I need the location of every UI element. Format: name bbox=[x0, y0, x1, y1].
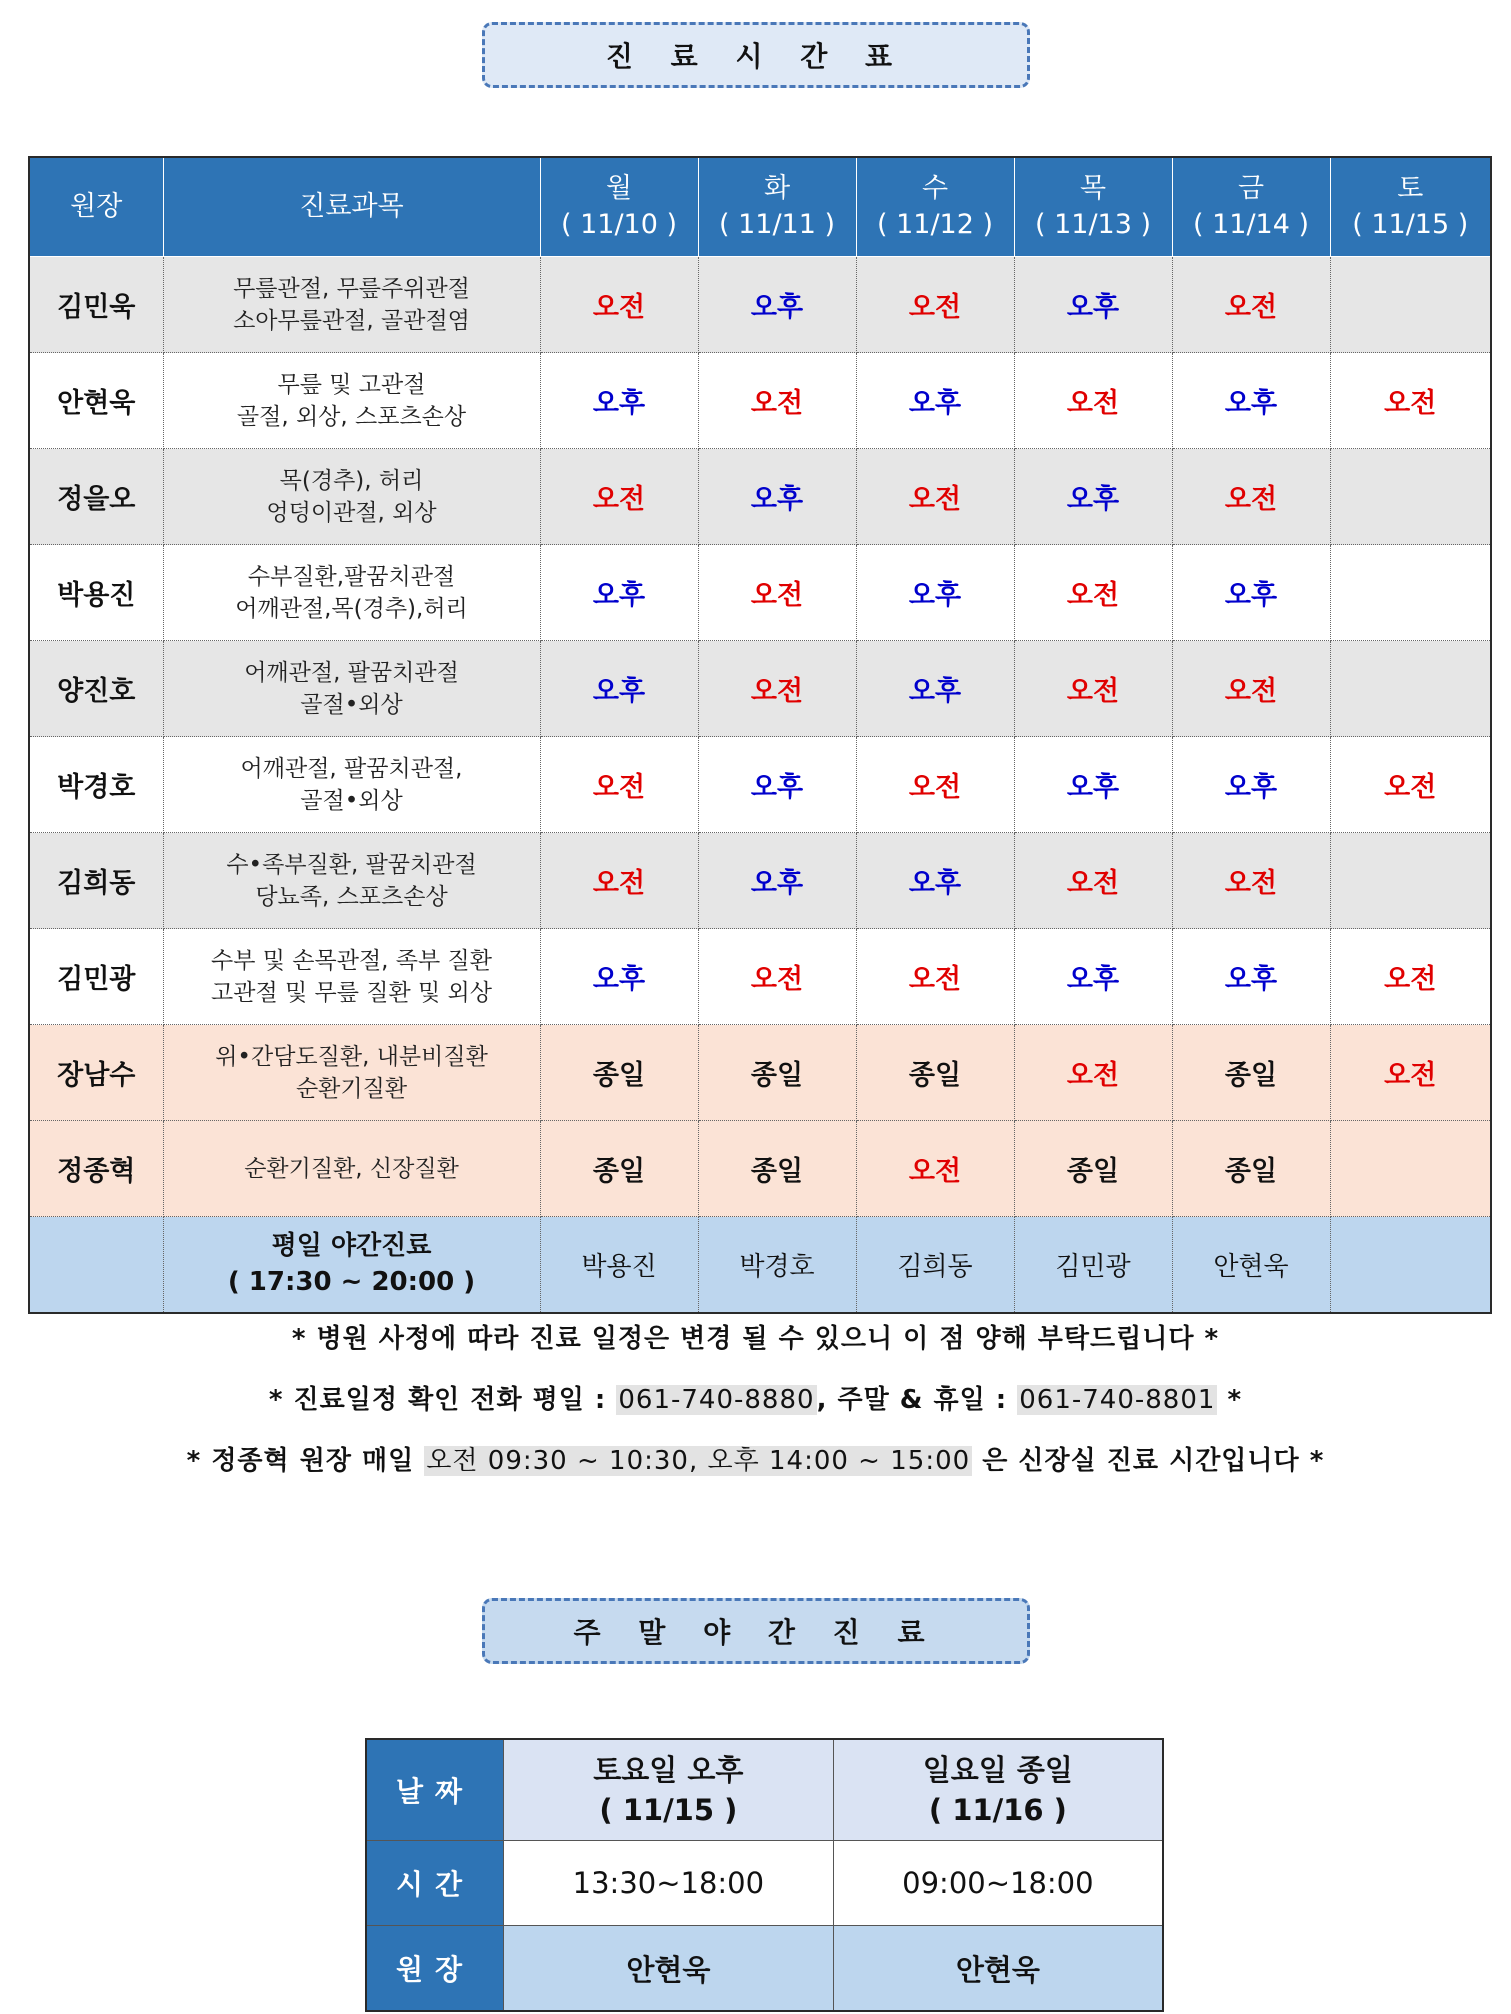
schedule-row bbox=[29, 1121, 1491, 1217]
night-doctor: 박용진 bbox=[540, 1217, 698, 1313]
slot-cell: 오전 bbox=[540, 833, 698, 929]
doctor-name: 양진호 bbox=[29, 641, 163, 737]
slot-cell: 오전 bbox=[856, 737, 1014, 833]
slot-cell: 오후 bbox=[1172, 737, 1330, 833]
weekend-time-cell: 09:00~18:00 bbox=[833, 1841, 1163, 1926]
header-subject: 진료과목 bbox=[163, 157, 540, 257]
subject-cell bbox=[163, 545, 540, 641]
slot-cell: 오전 bbox=[856, 257, 1014, 353]
subject-cell bbox=[163, 737, 540, 833]
weekend-date-cell bbox=[833, 1739, 1163, 1841]
subject-cell bbox=[163, 353, 540, 449]
header-day-name: 토 bbox=[1397, 173, 1424, 204]
weekend-time-row bbox=[366, 1841, 1163, 1926]
slot-cell bbox=[1330, 545, 1491, 641]
header-day bbox=[1014, 157, 1172, 257]
subject-line: 고관절 및 무릎 질환 및 외상 bbox=[211, 979, 492, 1006]
slot-cell: 오후 bbox=[1172, 353, 1330, 449]
doctor-name: 정종혁 bbox=[29, 1121, 163, 1217]
notice-weekend-label: , 주말 & 휴일 : bbox=[816, 1385, 1018, 1415]
slot-cell: 오후 bbox=[540, 353, 698, 449]
night-doctor: 박경호 bbox=[698, 1217, 856, 1313]
subject-line: 순환기질환 bbox=[295, 1075, 408, 1102]
slot-cell: 오후 bbox=[1172, 929, 1330, 1025]
header-day-name: 목 bbox=[1079, 173, 1107, 204]
slot-cell: 오후 bbox=[540, 545, 698, 641]
header-day-name: 화 bbox=[763, 173, 791, 204]
slot-cell: 오후 bbox=[856, 545, 1014, 641]
doctor-name: 김민광 bbox=[29, 929, 163, 1025]
night-doctor: 김민광 bbox=[1014, 1217, 1172, 1313]
slot-cell: 오전 bbox=[1014, 353, 1172, 449]
subject-cell bbox=[163, 641, 540, 737]
weekend-date: ( 11/16 ) bbox=[928, 1793, 1067, 1827]
slot-cell: 종일 bbox=[540, 1025, 698, 1121]
header-day bbox=[1330, 157, 1491, 257]
slot-cell: 오전 bbox=[1172, 641, 1330, 737]
dialysis-hours: 오전 09:30 ~ 10:30, 오후 14:00 ~ 15:00 bbox=[426, 1446, 971, 1476]
header-day-date: ( 11/12 ) bbox=[876, 209, 994, 240]
slot-cell: 오전 bbox=[1014, 641, 1172, 737]
slot-cell: 오전 bbox=[698, 641, 856, 737]
weekday-phone: 061-740-8880 bbox=[618, 1385, 815, 1415]
night-doctor: 안현욱 bbox=[1172, 1217, 1330, 1313]
slot-cell: 오후 bbox=[1014, 737, 1172, 833]
weekend-doctor-cell: 안현욱 bbox=[504, 1926, 834, 2012]
slot-cell: 종일 bbox=[540, 1121, 698, 1217]
schedule-row bbox=[29, 449, 1491, 545]
doctor-name: 박용진 bbox=[29, 545, 163, 641]
subject-line: 어깨관절, 팔꿈치관절, bbox=[240, 755, 463, 782]
subject-line: 어깨관절, 팔꿈치관절 bbox=[244, 659, 459, 686]
schedule-row bbox=[29, 353, 1491, 449]
header-day-name: 월 bbox=[605, 173, 633, 204]
schedule-table bbox=[28, 156, 1492, 1314]
slot-cell: 오후 bbox=[698, 449, 856, 545]
night-clinic-row bbox=[29, 1217, 1491, 1313]
slot-cell: 오후 bbox=[698, 737, 856, 833]
schedule-row bbox=[29, 737, 1491, 833]
doctor-name: 김희동 bbox=[29, 833, 163, 929]
slot-cell: 오전 bbox=[698, 545, 856, 641]
weekend-title bbox=[482, 1598, 1030, 1664]
header-doctor: 원장 bbox=[29, 157, 163, 257]
subject-line: 골절•외상 bbox=[300, 691, 403, 718]
slot-cell: 종일 bbox=[1014, 1121, 1172, 1217]
slot-cell: 오전 bbox=[1014, 545, 1172, 641]
weekend-label-doctor: 원장 bbox=[366, 1926, 504, 2012]
slot-cell: 오후 bbox=[856, 641, 1014, 737]
weekend-date-cell bbox=[504, 1739, 834, 1841]
weekend-label-date: 날짜 bbox=[366, 1739, 504, 1841]
header-day-name: 금 bbox=[1237, 173, 1265, 204]
subject-line: 순환기질환, 신장질환 bbox=[244, 1155, 459, 1182]
slot-cell: 오전 bbox=[540, 449, 698, 545]
schedule-row bbox=[29, 545, 1491, 641]
subject-cell bbox=[163, 449, 540, 545]
night-clinic-label bbox=[163, 1217, 540, 1313]
night-label-line: ( 17:30 ~ 20:00 ) bbox=[227, 1267, 476, 1298]
subject-cell bbox=[163, 833, 540, 929]
notice-suffix: * bbox=[1217, 1385, 1243, 1415]
weekend-day: 토요일 오후 bbox=[593, 1753, 744, 1787]
header-day bbox=[856, 157, 1014, 257]
subject-line: 수부질환,팔꿈치관절 bbox=[247, 563, 456, 590]
slot-cell: 오전 bbox=[698, 929, 856, 1025]
slot-cell: 오후 bbox=[856, 833, 1014, 929]
schedule-row bbox=[29, 929, 1491, 1025]
slot-cell: 오후 bbox=[540, 641, 698, 737]
doctor-name: 장남수 bbox=[29, 1025, 163, 1121]
slot-cell: 오후 bbox=[1014, 257, 1172, 353]
slot-cell: 오후 bbox=[1172, 545, 1330, 641]
header-day bbox=[540, 157, 698, 257]
slot-cell: 종일 bbox=[698, 1121, 856, 1217]
subject-line: 당뇨족, 스포츠손상 bbox=[255, 883, 448, 910]
slot-cell: 종일 bbox=[698, 1025, 856, 1121]
schedule-row bbox=[29, 833, 1491, 929]
slot-cell: 오후 bbox=[1014, 929, 1172, 1025]
slot-cell: 오전 bbox=[1172, 833, 1330, 929]
subject-line: 위•간담도질환, 내분비질환 bbox=[215, 1043, 488, 1070]
subject-line: 소아무릎관절, 골관절염 bbox=[233, 307, 470, 334]
header-day-date: ( 11/11 ) bbox=[718, 209, 836, 240]
night-empty-cell bbox=[29, 1217, 163, 1313]
subject-line: 수•족부질환, 팔꿈치관절 bbox=[226, 851, 477, 878]
notice-doctor-label: * 정종혁 원장 매일 bbox=[186, 1446, 425, 1476]
subject-line: 골절, 외상, 스포츠손상 bbox=[236, 403, 467, 430]
slot-cell: 오전 bbox=[1330, 353, 1491, 449]
slot-cell: 종일 bbox=[1172, 1121, 1330, 1217]
slot-cell: 오후 bbox=[698, 257, 856, 353]
slot-cell: 오후 bbox=[1014, 449, 1172, 545]
slot-cell: 오전 bbox=[540, 737, 698, 833]
slot-cell: 오전 bbox=[1330, 737, 1491, 833]
subject-line: 어깨관절,목(경추),허리 bbox=[235, 595, 468, 622]
header-day-date: ( 11/15 ) bbox=[1352, 209, 1469, 240]
slot-cell: 오전 bbox=[540, 257, 698, 353]
notice-line-3 bbox=[0, 1440, 1511, 1477]
slot-cell: 오전 bbox=[1330, 1025, 1491, 1121]
subject-line: 무릎 및 고관절 bbox=[277, 371, 426, 398]
subject-cell bbox=[163, 1121, 540, 1217]
slot-cell: 오후 bbox=[540, 929, 698, 1025]
weekend-date-row bbox=[366, 1739, 1163, 1841]
subject-cell bbox=[163, 257, 540, 353]
header-day-date: ( 11/14 ) bbox=[1192, 209, 1310, 240]
doctor-name: 안현욱 bbox=[29, 353, 163, 449]
subject-line: 목(경추), 허리 bbox=[279, 467, 424, 494]
slot-cell: 오전 bbox=[856, 929, 1014, 1025]
doctor-name: 박경호 bbox=[29, 737, 163, 833]
subject-line: 무릎관절, 무릎주위관절 bbox=[233, 275, 470, 302]
subject-line: 수부 및 손목관절, 족부 질환 bbox=[211, 947, 492, 974]
slot-cell: 종일 bbox=[856, 1025, 1014, 1121]
subject-cell bbox=[163, 929, 540, 1025]
slot-cell bbox=[1330, 833, 1491, 929]
slot-cell: 오전 bbox=[1014, 833, 1172, 929]
weekend-table bbox=[365, 1738, 1164, 2012]
weekend-title-text: 주 말 야 간 진 료 bbox=[573, 1616, 939, 1649]
header-day-name: 수 bbox=[921, 173, 949, 204]
slot-cell: 오전 bbox=[856, 449, 1014, 545]
slot-cell: 오전 bbox=[1172, 449, 1330, 545]
schedule-row bbox=[29, 1025, 1491, 1121]
schedule-header-row bbox=[29, 157, 1491, 257]
header-day-date: ( 11/10 ) bbox=[560, 209, 678, 240]
slot-cell bbox=[1330, 449, 1491, 545]
slot-cell: 오후 bbox=[698, 833, 856, 929]
weekend-phone: 061-740-8801 bbox=[1019, 1385, 1216, 1415]
slot-cell: 오전 bbox=[1172, 257, 1330, 353]
header-day bbox=[698, 157, 856, 257]
notice-phone-label: * 진료일정 확인 전화 평일 : bbox=[268, 1385, 617, 1415]
slot-cell: 오전 bbox=[698, 353, 856, 449]
subject-line: 골절•외상 bbox=[300, 787, 403, 814]
weekend-day: 일요일 종일 bbox=[922, 1753, 1073, 1787]
schedule-title-text: 진 료 시 간 표 bbox=[605, 40, 907, 73]
slot-cell bbox=[1330, 1121, 1491, 1217]
night-label-line: 평일 야간진료 bbox=[271, 1231, 432, 1262]
subject-cell bbox=[163, 1025, 540, 1121]
weekend-doctor-cell: 안현욱 bbox=[833, 1926, 1163, 2012]
notice-line-2 bbox=[0, 1379, 1511, 1416]
night-doctor bbox=[1330, 1217, 1491, 1313]
schedule-row bbox=[29, 641, 1491, 737]
slot-cell: 오전 bbox=[856, 1121, 1014, 1217]
weekend-date: ( 11/15 ) bbox=[599, 1793, 738, 1827]
subject-line: 엉덩이관절, 외상 bbox=[266, 499, 437, 526]
doctor-name: 김민욱 bbox=[29, 257, 163, 353]
weekend-label-time: 시간 bbox=[366, 1841, 504, 1926]
slot-cell: 오후 bbox=[856, 353, 1014, 449]
slot-cell: 종일 bbox=[1172, 1025, 1330, 1121]
header-day-date: ( 11/13 ) bbox=[1034, 209, 1152, 240]
slot-cell bbox=[1330, 641, 1491, 737]
weekend-doctor-row bbox=[366, 1926, 1163, 2012]
schedule-title bbox=[482, 22, 1030, 88]
notice-dialysis-suffix: 은 신장실 진료 시간입니다 * bbox=[972, 1446, 1325, 1476]
slot-cell: 오전 bbox=[1014, 1025, 1172, 1121]
weekend-time-cell: 13:30~18:00 bbox=[504, 1841, 834, 1926]
slot-cell bbox=[1330, 257, 1491, 353]
slot-cell: 오전 bbox=[1330, 929, 1491, 1025]
night-doctor: 김희동 bbox=[856, 1217, 1014, 1313]
doctor-name: 정을오 bbox=[29, 449, 163, 545]
notice-line-1: * 병원 사정에 따라 진료 일정은 변경 될 수 있으니 이 점 양해 부탁드립니다 * bbox=[291, 1324, 1220, 1354]
header-day bbox=[1172, 157, 1330, 257]
schedule-row bbox=[29, 257, 1491, 353]
